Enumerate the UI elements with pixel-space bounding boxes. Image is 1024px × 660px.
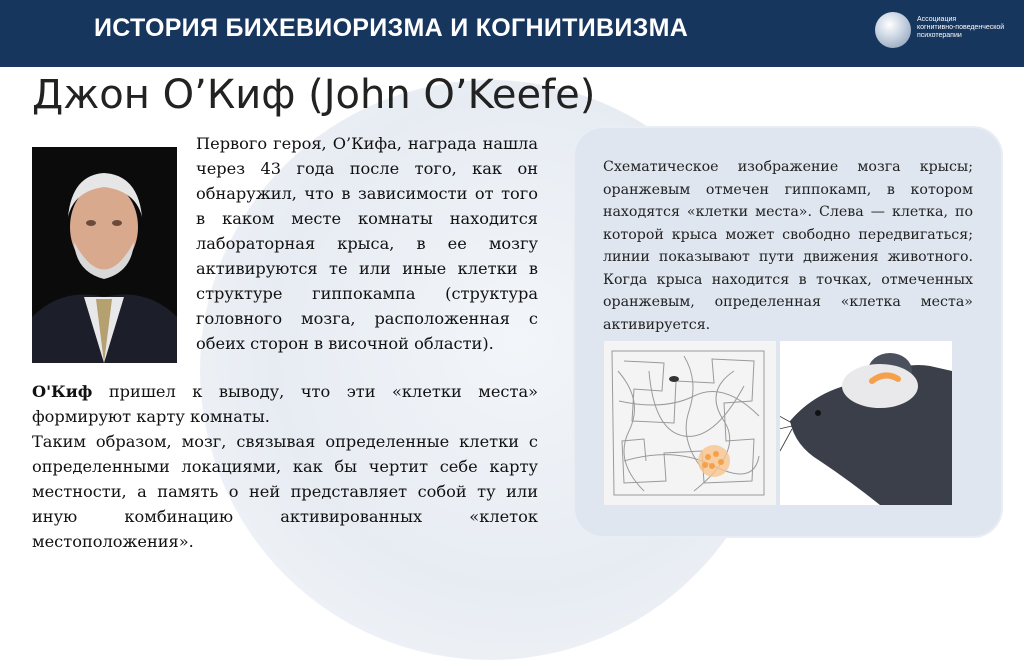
header-title: ИСТОРИЯ БИХЕВИОРИЗМА И КОГНИТИВИЗМА — [94, 14, 689, 42]
card-caption: Схематическое изображение мозга крысы; оранжевым отмечен гиппокамп, в котором находятся «клетки места». Слева — клетка, по которой крыса может свободно передвигаться; линии показывают пути движения животного. Когда крыса находится в точках, отмеченных оранжевым, определенная «клетка места» активируется. — [603, 159, 973, 333]
okeefe-name: О'Киф — [32, 382, 93, 401]
summary-paragraph: Таким образом, мозг, связывая определенные клетки с определенными локациями, как бы чертит себе карту местности, а память о ней представляет собой ту или иную комбинацию активированных «клеток местоположения». — [32, 432, 538, 551]
conclusion-paragraph — [32, 379, 538, 429]
conclusion-rest: пришел к выводу, что эти «клетки места» формируют карту комнаты. — [32, 382, 538, 426]
logo-text: Ассоциация когнитивно-поведенческой психотерапии — [917, 16, 1005, 39]
intro-paragraph: Первого героя, О’Кифа, награда нашла через 43 года после того, как он обнаружил, что в зависимости от того в каком месте комнаты находится лабораторная крыса, в ее мозгу активируются те или иные клетки в структуре гиппокампа (структура головного мозга, расположенная с обеих сторон в височной области). — [196, 134, 538, 353]
slide-title: Джон О’Киф (John O’Keefe) — [32, 72, 596, 118]
association-logo — [875, 12, 1015, 52]
portrait-photo — [32, 147, 177, 363]
conclusion-text — [32, 379, 538, 554]
header-bar — [0, 0, 1024, 67]
rat-path-diagram — [604, 341, 776, 505]
rat-brain-illustration — [780, 341, 952, 505]
globe-icon — [875, 12, 911, 48]
